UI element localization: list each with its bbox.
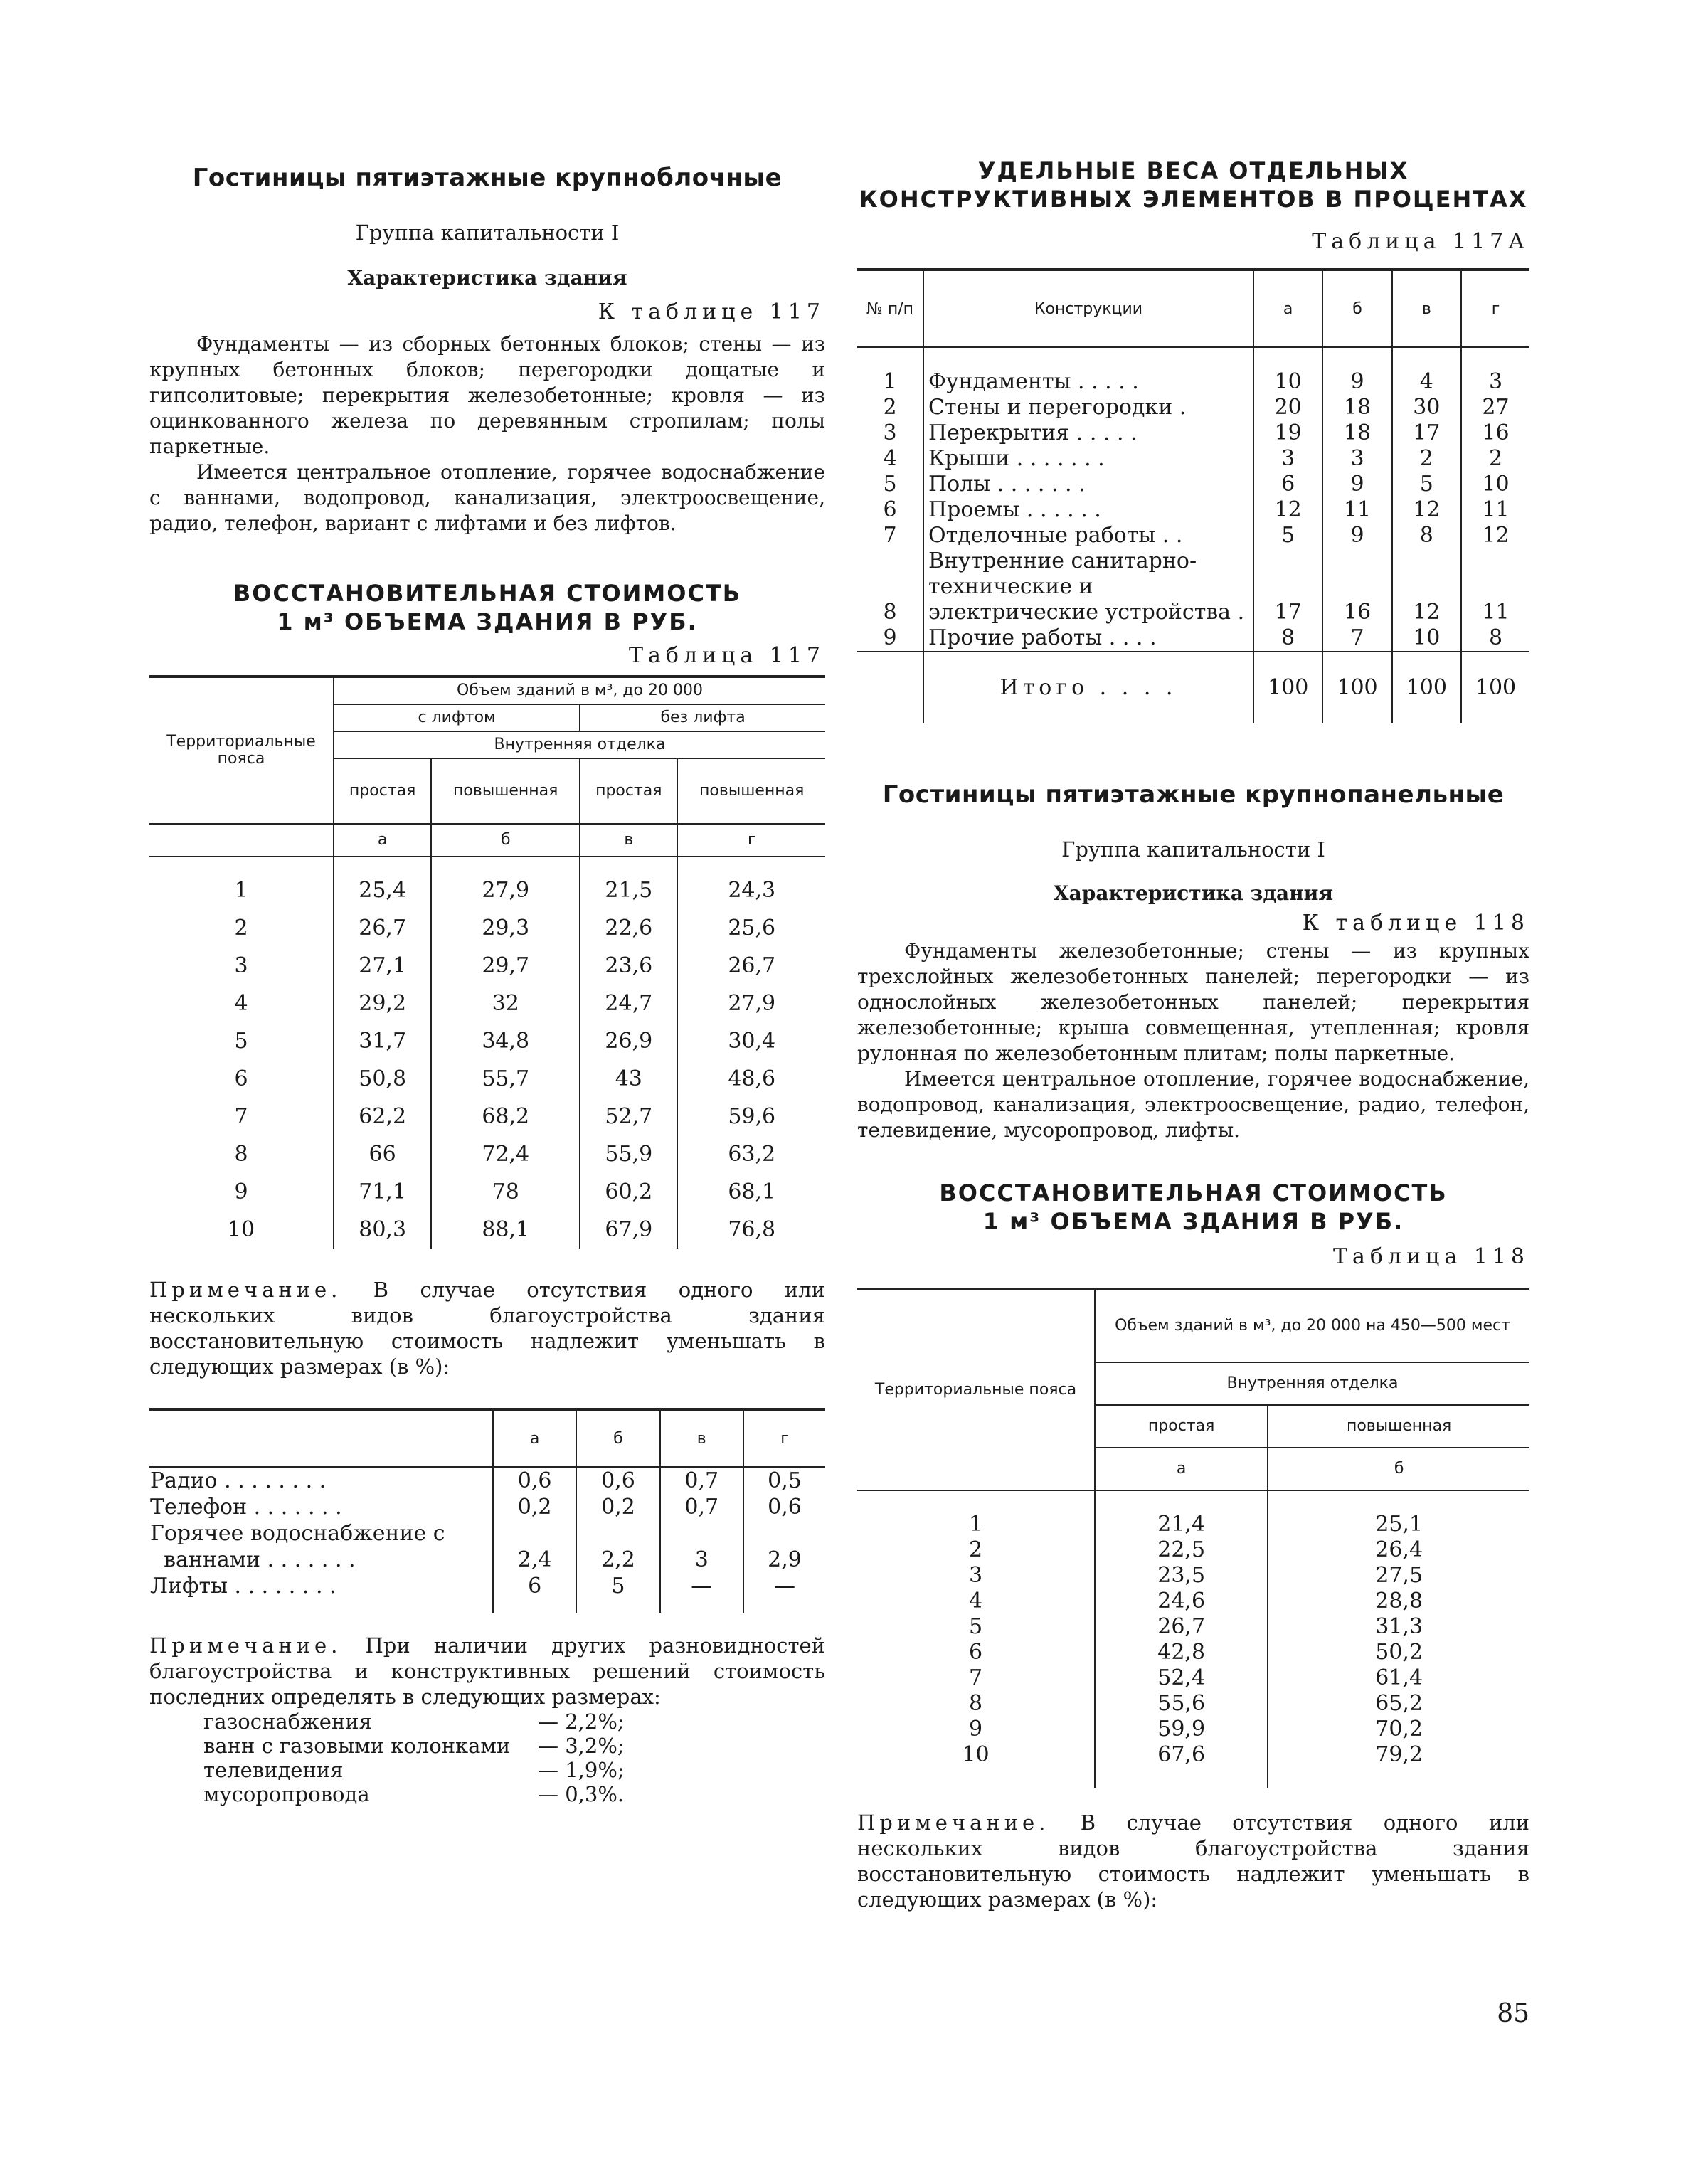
value-cell: 0,5 — [743, 1467, 825, 1494]
zone-cell: 4 — [968, 1589, 983, 1613]
value-cell: 55,9 — [580, 1135, 677, 1173]
construction-name: Перекрытия . . . . . — [923, 420, 1253, 446]
value-cell: 9 — [1322, 472, 1391, 497]
table-row — [149, 1060, 825, 1098]
zone-cell: 8 — [968, 1691, 983, 1716]
table-row — [149, 1135, 825, 1173]
value-cell: 25,4 — [334, 857, 431, 909]
value-cell: 18 — [1322, 395, 1391, 420]
zone-cell: 7 — [968, 1665, 983, 1690]
table-row — [857, 1563, 1529, 1589]
list-item — [203, 1758, 825, 1782]
value-cell: 7 — [1322, 625, 1391, 652]
row-number: 7 — [883, 523, 897, 548]
construction-name: Внутренние санитарно-технические и электрические устройства . — [923, 548, 1253, 625]
total-cell: 100 — [1392, 652, 1461, 723]
capital-group: Группа капитальности I — [1061, 837, 1325, 862]
construction-name: Отделочные работы . . — [923, 523, 1253, 548]
zone-cell: 1 — [234, 878, 248, 903]
cost-heading-line1: ВОССТАНОВИТЕЛЬНАЯ СТОИМОСТЬ — [939, 1180, 1448, 1207]
value-cell: 18 — [1322, 420, 1391, 446]
table-row — [149, 1547, 825, 1573]
value-cell: 11 — [1461, 548, 1529, 625]
value-cell: 21,4 — [1095, 1490, 1268, 1537]
value-cell — [493, 1520, 576, 1547]
value-cell: 68,2 — [431, 1098, 580, 1135]
value-cell: 70,2 — [1268, 1717, 1529, 1742]
value-cell: 17 — [1392, 420, 1461, 446]
value-cell: 27,9 — [677, 985, 825, 1022]
construction-name: Прочие работы . . . . — [923, 625, 1253, 652]
value-cell: 5 — [1253, 523, 1322, 548]
table-row — [857, 1589, 1529, 1614]
row-number: 6 — [883, 497, 897, 522]
table-row — [857, 1742, 1529, 1788]
value-cell: 2,2 — [576, 1547, 659, 1573]
table-117a-label: Таблица 117А — [1312, 229, 1529, 254]
improved-header: повышенная — [431, 758, 580, 824]
table-row — [149, 1211, 825, 1249]
value-cell: 3 — [1253, 446, 1322, 472]
table-row — [857, 1490, 1529, 1537]
construction-paragraph: Фундаменты железобетонные; стены — из крупных трехслойных железобетонных панелей; перегородки — из однослойных железобетонных панелей; перекрытия железобетонные; крыша совмещенная, утепленная; кровля рулонная по железобетонным плитам; полы паркетные. — [857, 939, 1529, 1065]
value-cell: 30,4 — [677, 1022, 825, 1060]
table-row — [857, 1717, 1529, 1742]
value-cell: 50,8 — [334, 1060, 431, 1098]
finish-header: Внутренняя отделка — [1095, 1362, 1529, 1405]
table-row — [149, 1573, 825, 1613]
note-text: В случае отсутствия одного или нескольких видов благоустройства здания восстановительную стоимость надлежит уменьшать в следующих размерах (в %): — [149, 1278, 825, 1379]
table-row — [857, 1691, 1529, 1717]
value-cell: 79,2 — [1268, 1742, 1529, 1788]
value-cell: 62,2 — [334, 1098, 431, 1135]
value-cell: 2,4 — [493, 1547, 576, 1573]
value-cell: 22,5 — [1095, 1537, 1268, 1563]
extra-name: газоснабжения — [203, 1709, 372, 1734]
total-cell: 100 — [1322, 652, 1391, 723]
value-cell: 59,6 — [677, 1098, 825, 1135]
value-cell: 26,9 — [580, 1022, 677, 1060]
amenity-label: Телефон . . . . . . . — [150, 1495, 342, 1520]
right-column — [857, 157, 1529, 1912]
value-cell: 8 — [1253, 625, 1322, 652]
zone-cell: 6 — [234, 1066, 248, 1091]
note-label: Примечание. — [149, 1278, 342, 1302]
value-cell: 8 — [1392, 523, 1461, 548]
value-cell: 43 — [580, 1060, 677, 1098]
value-cell: 29,3 — [431, 909, 580, 947]
value-cell: 55,7 — [431, 1060, 580, 1098]
construction-name: Крыши . . . . . . . — [923, 446, 1253, 472]
note-text: В случае отсутствия одного или нескольких видов благоустройства здания восстановительную стоимость надлежит уменьшать в следующих размерах (в %): — [857, 1811, 1529, 1912]
value-cell — [660, 1520, 743, 1547]
table-row — [149, 1494, 825, 1520]
value-cell: 29,2 — [334, 985, 431, 1022]
table-row — [149, 1098, 825, 1135]
value-cell: 34,8 — [431, 1022, 580, 1060]
column-letter: а — [1095, 1448, 1268, 1490]
section-title-large-block: Гостиницы пятиэтажные крупноблочные — [192, 164, 783, 192]
value-cell: 71,1 — [334, 1173, 431, 1211]
table-reference: К таблице 118 — [1302, 911, 1529, 935]
total-row — [857, 652, 1529, 723]
value-cell: 27,9 — [431, 857, 580, 909]
value-cell: 11 — [1322, 497, 1391, 523]
value-cell: 22,6 — [580, 909, 677, 947]
value-cell: 3 — [1322, 446, 1391, 472]
value-cell: 21,5 — [580, 857, 677, 909]
zone-header: Территориальные пояса — [857, 1289, 1095, 1490]
value-cell: 59,9 — [1095, 1717, 1268, 1742]
note-text: При наличии других разновидностей благоустройства и конструктивных решений стоимость последних определять в следующих размерах: — [149, 1633, 825, 1709]
value-cell: 26,7 — [677, 947, 825, 985]
value-cell: 66 — [334, 1135, 431, 1173]
column-letter: а — [1253, 270, 1322, 347]
construction-name: Проемы . . . . . . — [923, 497, 1253, 523]
zone-cell: 4 — [234, 991, 248, 1016]
value-cell: 4 — [1392, 347, 1461, 395]
zone-cell: 3 — [968, 1563, 983, 1588]
table-reference: К таблице 117 — [598, 299, 825, 324]
column-letter: г — [1461, 270, 1529, 347]
value-cell: 30 — [1392, 395, 1461, 420]
cost-heading-line1: ВОССТАНОВИТЕЛЬНАЯ СТОИМОСТЬ — [233, 580, 742, 607]
zone-cell: 6 — [968, 1640, 983, 1665]
improved-header: повышенная — [1268, 1405, 1529, 1448]
value-cell — [576, 1520, 659, 1547]
value-cell: 67,6 — [1095, 1742, 1268, 1788]
value-cell: 12 — [1392, 548, 1461, 625]
value-cell: 65,2 — [1268, 1691, 1529, 1717]
value-cell: 3 — [1461, 347, 1529, 395]
zone-cell: 2 — [234, 916, 248, 940]
amenities-paragraph: Имеется центральное отопление, горячее водоснабжение, водопровод, канализация, электроосвещение, радио, телефон, телевидение, мусоропровод, лифты. — [857, 1067, 1529, 1142]
table-row — [857, 1640, 1529, 1665]
construction-header: Конструкции — [923, 270, 1253, 347]
table-118-label: Таблица 118 — [1333, 1244, 1529, 1269]
row-number: 1 — [883, 369, 897, 394]
table-row — [857, 1614, 1529, 1640]
value-cell: 12 — [1253, 497, 1322, 523]
zone-cell: 1 — [968, 1512, 983, 1537]
table-row — [149, 1173, 825, 1211]
column-letter: б — [576, 1409, 659, 1467]
table-117-label: Таблица 117 — [629, 643, 825, 668]
extra-value: — 2,2%; — [538, 1709, 625, 1734]
value-cell: 26,7 — [334, 909, 431, 947]
section-title-large-panel: Гостиницы пятиэтажные крупнопанельные — [882, 780, 1505, 809]
total-spacer — [857, 652, 923, 723]
weights-heading-line2: КОНСТРУКТИВНЫХ ЭЛЕМЕНТОВ В ПРОЦЕНТАХ — [859, 186, 1528, 213]
value-cell: 27 — [1461, 395, 1529, 420]
table-row — [149, 985, 825, 1022]
value-cell: 20 — [1253, 395, 1322, 420]
with-lift-header: с лифтом — [334, 704, 580, 731]
value-cell — [743, 1520, 825, 1547]
extra-value: — 1,9%; — [538, 1758, 625, 1782]
value-cell: 80,3 — [334, 1211, 431, 1249]
zone-cell: 9 — [234, 1180, 248, 1204]
table-row — [857, 523, 1529, 548]
column-letter: б — [1322, 270, 1391, 347]
value-cell: 24,6 — [1095, 1589, 1268, 1614]
table-row — [857, 446, 1529, 472]
note-3 — [857, 1810, 1529, 1912]
row-number: 4 — [883, 446, 897, 471]
list-item — [203, 1782, 825, 1806]
column-letter: в — [660, 1409, 743, 1467]
value-cell: 68,1 — [677, 1173, 825, 1211]
amenity-label: ваннами . . . . . . . — [150, 1547, 356, 1572]
value-cell: 25,6 — [677, 909, 825, 947]
amenity-label: Горячее водоснабжение с — [150, 1521, 445, 1546]
column-letter: в — [1392, 270, 1461, 347]
table-row — [149, 857, 825, 909]
zone-cell: 5 — [968, 1614, 983, 1639]
value-cell: 32 — [431, 985, 580, 1022]
total-cell: 100 — [1461, 652, 1529, 723]
total-cell: 100 — [1253, 652, 1322, 723]
value-cell: 31,3 — [1268, 1614, 1529, 1640]
value-cell: 10 — [1392, 625, 1461, 652]
simple-header: простая — [334, 758, 431, 824]
without-lift-header: без лифта — [580, 704, 825, 731]
table-row — [857, 472, 1529, 497]
value-cell: 9 — [1322, 347, 1391, 395]
extra-value: — 0,3%. — [538, 1782, 625, 1806]
zone-cell: 9 — [968, 1717, 983, 1742]
value-cell: 25,1 — [1268, 1490, 1529, 1537]
value-cell: 0,6 — [743, 1494, 825, 1520]
table-row — [857, 625, 1529, 652]
row-number: 5 — [883, 472, 897, 497]
table-row — [857, 347, 1529, 395]
value-cell: 2,9 — [743, 1547, 825, 1573]
note-1 — [149, 1277, 825, 1379]
note-label: Примечание. — [857, 1811, 1050, 1835]
column-letter: в — [580, 824, 677, 857]
construction-paragraph: Фундаменты — из сборных бетонных блоков; стены — из крупных бетонных блоков; перегородки дощатые и гипсолитовые; перекрытия железобетонные; кровля — из оцинкованного железа по деревянным стропилам; полы паркетные. — [149, 332, 825, 458]
value-cell: 17 — [1253, 548, 1322, 625]
value-cell: 52,4 — [1095, 1665, 1268, 1691]
construction-name: Фундаменты . . . . . — [923, 347, 1253, 395]
row-number: 9 — [883, 625, 897, 650]
value-cell: 0,6 — [576, 1467, 659, 1494]
value-cell: 63,2 — [677, 1135, 825, 1173]
value-cell: 6 — [1253, 472, 1322, 497]
table-row — [857, 497, 1529, 523]
value-cell: 12 — [1461, 523, 1529, 548]
zone-cell: 8 — [234, 1142, 248, 1167]
value-cell: 23,6 — [580, 947, 677, 985]
value-cell: 60,2 — [580, 1173, 677, 1211]
table-row — [857, 395, 1529, 420]
amenity-label: Лифты . . . . . . . . — [150, 1574, 336, 1599]
value-cell: 6 — [493, 1573, 576, 1613]
total-label: Итого . . . . — [923, 652, 1253, 723]
column-letter: а — [334, 824, 431, 857]
value-cell: 88,1 — [431, 1211, 580, 1249]
table-row — [857, 1537, 1529, 1563]
zone-cell: 10 — [962, 1742, 990, 1767]
extra-name: телевидения — [203, 1758, 344, 1782]
value-cell: — — [660, 1573, 743, 1613]
weights-heading-line1: УДЕЛЬНЫЕ ВЕСА ОТДЕЛЬНЫХ — [977, 157, 1409, 184]
value-cell: 5 — [1392, 472, 1461, 497]
volume-header: Объем зданий в м³, до 20 000 — [334, 677, 825, 704]
table-row — [149, 1467, 825, 1494]
improved-header: повышенная — [677, 758, 825, 824]
column-letter: б — [1268, 1448, 1529, 1490]
column-letter: г — [677, 824, 825, 857]
table-row — [857, 548, 1529, 625]
row-number: 2 — [883, 395, 897, 420]
value-cell: 5 — [576, 1573, 659, 1613]
simple-header: простая — [1095, 1405, 1268, 1448]
row-number: 8 — [883, 600, 897, 625]
value-cell: 76,8 — [677, 1211, 825, 1249]
value-cell: 0,6 — [493, 1467, 576, 1494]
extra-name: мусоропровода — [203, 1782, 370, 1806]
characteristic-heading: Характеристика здания — [347, 266, 627, 290]
amenity-reduction-table — [149, 1408, 825, 1613]
column-letter: г — [743, 1409, 825, 1467]
value-cell: 0,7 — [660, 1494, 743, 1520]
table-118 — [857, 1288, 1529, 1788]
value-cell: 26,7 — [1095, 1614, 1268, 1640]
left-column — [149, 157, 825, 1806]
list-item — [203, 1709, 825, 1734]
value-cell: 50,2 — [1268, 1640, 1529, 1665]
table-row — [149, 1520, 825, 1547]
zone-cell: 3 — [234, 953, 248, 978]
value-cell: 27,1 — [334, 947, 431, 985]
value-cell: 42,8 — [1095, 1640, 1268, 1665]
table-row — [857, 420, 1529, 446]
column-letter: а — [493, 1409, 576, 1467]
table-row — [857, 1665, 1529, 1691]
value-cell: 8 — [1461, 625, 1529, 652]
value-cell: 3 — [660, 1547, 743, 1573]
note-label: Примечание. — [149, 1633, 342, 1658]
value-cell: 24,7 — [580, 985, 677, 1022]
value-cell: 0,2 — [576, 1494, 659, 1520]
extra-name: ванн с газовыми колонками — [203, 1734, 511, 1758]
num-header: № п/п — [857, 270, 923, 347]
zone-cell: 7 — [234, 1104, 248, 1129]
value-cell: 72,4 — [431, 1135, 580, 1173]
characteristic-heading: Характеристика здания — [1053, 881, 1334, 905]
value-cell: 16 — [1461, 420, 1529, 446]
finish-header: Внутренняя отделка — [334, 731, 825, 758]
value-cell: 10 — [1253, 347, 1322, 395]
value-cell: — — [743, 1573, 825, 1613]
value-cell: 52,7 — [580, 1098, 677, 1135]
value-cell: 26,4 — [1268, 1537, 1529, 1563]
value-cell: 12 — [1392, 497, 1461, 523]
zone-header: Территориальные пояса — [149, 677, 334, 824]
table-row — [149, 909, 825, 947]
amenities-paragraph: Имеется центральное отопление, горячее водоснабжение с ваннами, водопровод, канализация, электроосвещение, радио, телефон, вариант с лифтами и без лифтов. — [149, 460, 825, 535]
value-cell: 48,6 — [677, 1060, 825, 1098]
construction-name: Полы . . . . . . . — [923, 472, 1253, 497]
value-cell: 29,7 — [431, 947, 580, 985]
value-cell: 67,9 — [580, 1211, 677, 1249]
value-cell: 16 — [1322, 548, 1391, 625]
value-cell: 0,2 — [493, 1494, 576, 1520]
value-cell: 2 — [1392, 446, 1461, 472]
volume-header: Объем зданий в м³, до 20 000 на 450—500 мест — [1095, 1289, 1529, 1362]
value-cell: 19 — [1253, 420, 1322, 446]
value-cell: 28,8 — [1268, 1589, 1529, 1614]
value-cell: 24,3 — [677, 857, 825, 909]
value-cell: 10 — [1461, 472, 1529, 497]
zone-cell: 5 — [234, 1029, 248, 1054]
table-117a — [857, 268, 1529, 723]
row-number: 3 — [883, 420, 897, 445]
value-cell: 2 — [1461, 446, 1529, 472]
list-item — [203, 1734, 825, 1758]
value-cell: 9 — [1322, 523, 1391, 548]
value-cell: 0,7 — [660, 1467, 743, 1494]
value-cell: 23,5 — [1095, 1563, 1268, 1589]
zone-cell: 2 — [968, 1537, 983, 1562]
table-row — [149, 947, 825, 985]
value-cell: 31,7 — [334, 1022, 431, 1060]
construction-name: Стены и перегородки . — [923, 395, 1253, 420]
capital-group: Группа капитальности I — [355, 221, 620, 245]
table-row — [149, 1022, 825, 1060]
value-cell: 11 — [1461, 497, 1529, 523]
extra-value: — 3,2%; — [538, 1734, 625, 1758]
cost-heading-line2: 1 м³ ОБЪЕМА ЗДАНИЯ В РУБ. — [982, 1208, 1404, 1235]
value-cell: 61,4 — [1268, 1665, 1529, 1691]
page-number: 85 — [1497, 1999, 1529, 2028]
value-cell: 78 — [431, 1173, 580, 1211]
zone-cell: 10 — [227, 1217, 255, 1242]
simple-header: простая — [580, 758, 677, 824]
table-117 — [149, 675, 825, 1249]
value-cell: 27,5 — [1268, 1563, 1529, 1589]
column-letter: б — [431, 824, 580, 857]
extras-list — [149, 1709, 825, 1806]
amenity-label: Радио . . . . . . . . — [150, 1468, 327, 1493]
value-cell: 55,6 — [1095, 1691, 1268, 1717]
cost-heading-line2: 1 м³ ОБЪЕМА ЗДАНИЯ В РУБ. — [277, 608, 698, 635]
note-2 — [149, 1633, 825, 1709]
